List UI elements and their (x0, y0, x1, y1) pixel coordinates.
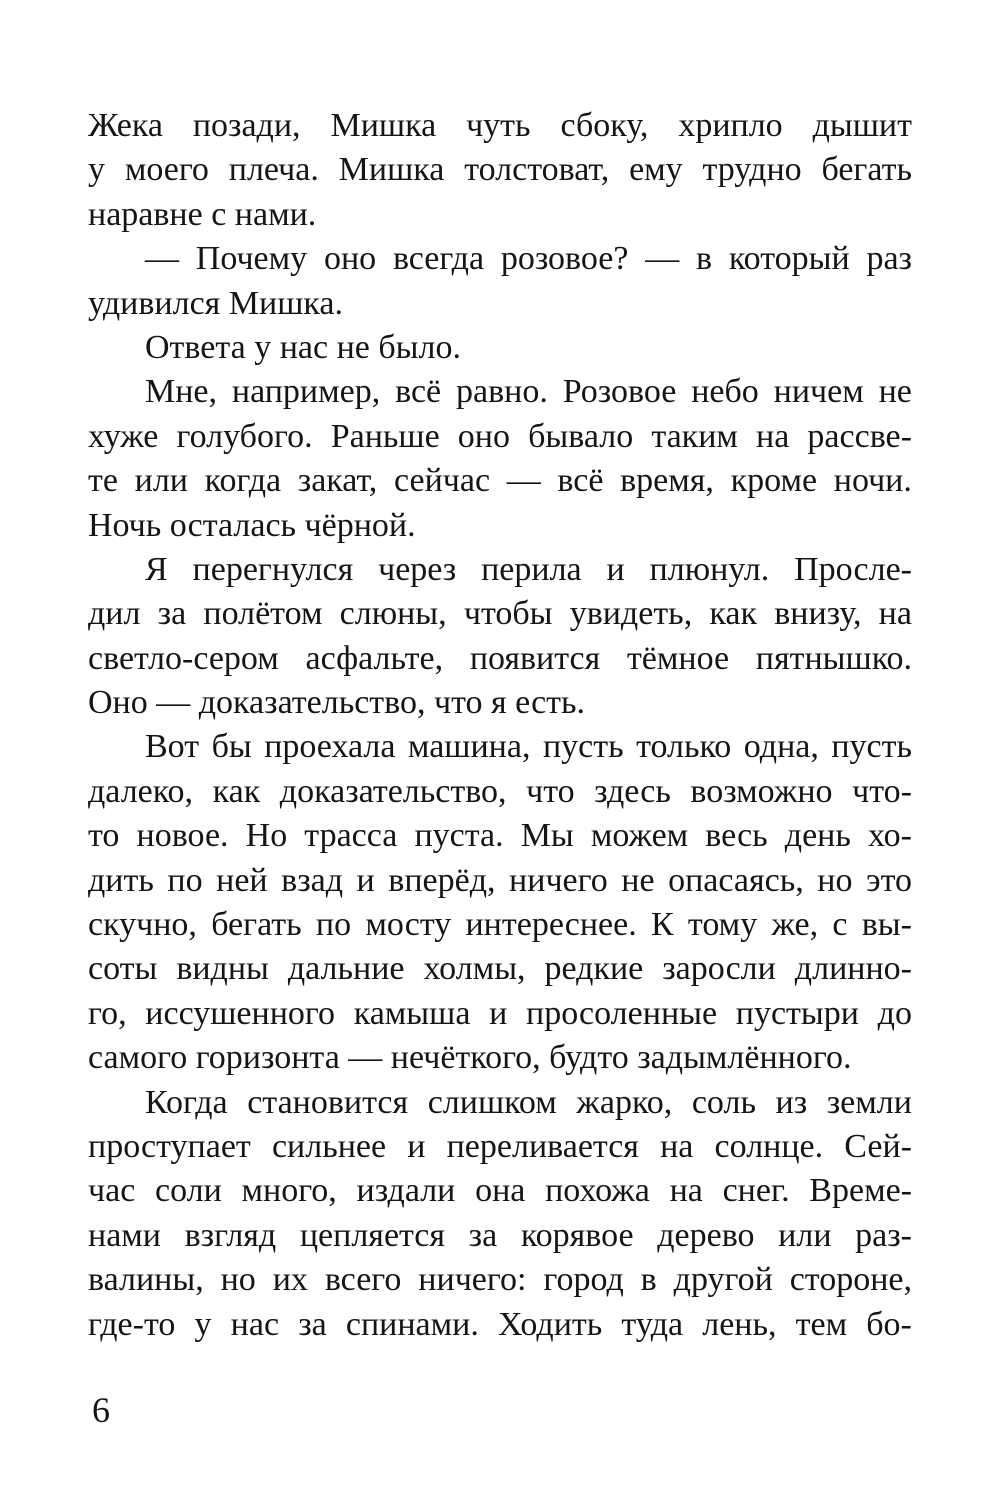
word: это (865, 861, 912, 899)
word: трасса (304, 817, 398, 855)
paragraph (88, 237, 912, 326)
word: лень, (702, 1305, 777, 1343)
word: например, (231, 373, 381, 411)
word: оно (457, 417, 510, 455)
word: вы- (861, 906, 912, 944)
word: час (88, 1172, 136, 1210)
word: раз (866, 240, 912, 278)
word: где-то (88, 1305, 176, 1343)
word: чтобы (463, 595, 553, 633)
word: равно. (456, 373, 548, 411)
word: время, (620, 462, 714, 500)
word: бегать (821, 151, 912, 189)
page-text (88, 104, 912, 1347)
word: слюны, (339, 595, 447, 633)
word: за (468, 1216, 498, 1254)
word: чуть (466, 107, 531, 144)
word: заросли (662, 950, 776, 988)
text-line (88, 237, 912, 281)
word: Раньше (330, 417, 440, 455)
word: небо (691, 373, 759, 411)
page-number: 6 (92, 1390, 110, 1430)
text-line (88, 725, 912, 769)
word: ночи. (833, 462, 912, 500)
word: редкие (544, 950, 644, 988)
text-line (88, 148, 912, 192)
text-line (88, 370, 912, 414)
word: асфальте, (305, 639, 444, 677)
word: Жека (88, 107, 163, 144)
word: иссушенного (145, 994, 335, 1032)
word: машина, (407, 728, 531, 766)
word: когда (204, 462, 282, 500)
word: всегда (392, 240, 485, 278)
word: туда (621, 1305, 684, 1343)
word: Мне, (145, 373, 218, 411)
word: на (878, 595, 912, 633)
word: Когда (145, 1083, 228, 1121)
word: раз- (855, 1216, 912, 1254)
paragraph (88, 725, 912, 1080)
word: что- (852, 772, 912, 810)
word: бы (211, 728, 252, 766)
word: ней (216, 861, 268, 899)
word: издали (356, 1172, 456, 1210)
word: через (378, 550, 457, 588)
word: только (636, 728, 732, 766)
word: Вот (145, 728, 200, 766)
word: по (167, 861, 203, 899)
word: но (817, 861, 853, 899)
word: у (88, 151, 105, 189)
word: стороне, (789, 1261, 912, 1299)
text-line: наравне с нами. (88, 195, 317, 233)
word: что (526, 772, 575, 810)
word: тёмное (626, 639, 730, 677)
word: Но (245, 817, 288, 855)
word: хрипло (678, 107, 783, 144)
word: ничего: (418, 1261, 527, 1299)
word: появится (469, 639, 601, 677)
word: соли (154, 1172, 222, 1210)
word: доказательство, (279, 772, 507, 810)
word: Мишка (338, 151, 445, 189)
text-line: Оно — доказательство, что я есть. (88, 684, 586, 722)
word: до (877, 994, 912, 1032)
word: пуста. (414, 817, 504, 855)
word: же, (771, 906, 819, 944)
word: и (407, 1127, 426, 1165)
word: тем (795, 1305, 848, 1343)
word: Просле- (794, 550, 912, 588)
word: и (489, 994, 508, 1032)
word: у (194, 1305, 212, 1343)
word: тому (687, 906, 758, 944)
word: не (621, 861, 655, 899)
word: Мы (520, 817, 574, 855)
word: новое. (136, 817, 229, 855)
word: ничем (773, 373, 864, 411)
word: — (506, 462, 541, 500)
word: на (660, 1127, 694, 1165)
word: снег. (722, 1172, 790, 1210)
word: сбоку, (560, 107, 649, 144)
word: проехала (264, 728, 396, 766)
word: дерево (657, 1216, 755, 1254)
word: просоленные (526, 994, 718, 1032)
word: Мишка (330, 107, 437, 144)
word: пусть (831, 728, 912, 766)
word: кроме (730, 462, 818, 500)
word: камыша (353, 994, 471, 1032)
text-line: Ответа у нас не было. (145, 328, 461, 366)
word: светло-сером (88, 639, 279, 677)
text-line (88, 637, 912, 681)
word: позади, (192, 107, 301, 144)
word: Сей- (844, 1127, 912, 1165)
word: Розовое (562, 373, 677, 411)
text-line (88, 1258, 912, 1302)
word: здесь (594, 772, 671, 810)
word: моего (124, 151, 209, 189)
word: далеко, (88, 772, 194, 810)
word: трудно (702, 151, 802, 189)
text-line: Ночь осталась чёрной. (88, 506, 416, 544)
word: земли (826, 1083, 912, 1121)
word: — (145, 240, 179, 278)
text-line (88, 859, 912, 903)
paragraph (88, 326, 912, 370)
text-line (88, 104, 912, 148)
word: слишком (427, 1083, 557, 1121)
word: розовое? (500, 240, 629, 278)
text-line (88, 415, 912, 459)
word: но (220, 1261, 256, 1299)
word: оно (323, 240, 377, 278)
word: как (709, 595, 758, 633)
word: много, (241, 1172, 337, 1210)
word: в (640, 1261, 657, 1299)
word: дил (88, 595, 141, 633)
word: их (272, 1261, 308, 1299)
word: за (157, 595, 187, 633)
word: всего (324, 1261, 402, 1299)
word: всё (395, 373, 442, 411)
word: соты (88, 950, 158, 988)
word: за (298, 1305, 327, 1343)
text-line (88, 992, 912, 1036)
text-line (88, 1303, 912, 1347)
word: цепляется (299, 1216, 446, 1254)
word: соль (691, 1083, 756, 1121)
word: по (315, 906, 352, 944)
word: или (778, 1216, 832, 1254)
word: хо- (867, 817, 912, 855)
word: — (645, 240, 680, 278)
text-line (88, 1169, 912, 1213)
word: жарко, (576, 1083, 673, 1121)
text-line (88, 947, 912, 991)
word: проступает (88, 1127, 251, 1165)
text-line (88, 459, 912, 503)
word: который (728, 240, 850, 278)
word: дальние (287, 950, 405, 988)
word: Време- (809, 1172, 912, 1210)
word: опасаясь, (668, 861, 804, 899)
word: пятнышко. (755, 639, 912, 677)
word: плеча. (228, 151, 319, 189)
word: плюнул. (649, 550, 770, 588)
word: всё (557, 462, 604, 500)
text-line (88, 814, 912, 858)
word: К (650, 906, 674, 944)
word: ему (629, 151, 683, 189)
word: го, (88, 994, 127, 1032)
word: солнце. (714, 1127, 824, 1165)
word: или (134, 462, 188, 500)
word: нами (88, 1216, 161, 1254)
text-line (88, 903, 912, 947)
word: те (88, 462, 118, 500)
word: пусть (542, 728, 624, 766)
word: и (356, 861, 375, 899)
text-line (88, 1214, 912, 1258)
paragraph (88, 104, 912, 237)
word: в (696, 240, 713, 278)
word: бегать (211, 906, 302, 944)
word: бо- (866, 1305, 912, 1343)
word: вперёд, (388, 861, 496, 899)
text-line (88, 548, 912, 592)
word: и (606, 550, 625, 588)
word: видны (176, 950, 269, 988)
word: толстоват, (464, 151, 610, 189)
word: похожа (545, 1172, 650, 1210)
paragraph (88, 370, 912, 548)
word: полётом (203, 595, 323, 633)
word: Я (145, 550, 168, 588)
word: мосту (365, 906, 452, 944)
word: сильнее (271, 1127, 387, 1165)
word: закат, (297, 462, 378, 500)
paragraph (88, 1081, 912, 1347)
word: на (756, 417, 790, 455)
word: взгляд (184, 1216, 277, 1254)
word: Почему (195, 240, 308, 278)
word: рассве- (807, 417, 912, 455)
word: другой (673, 1261, 773, 1299)
word: то (88, 817, 120, 855)
word: ничего (509, 861, 608, 899)
word: из (775, 1083, 808, 1121)
text-line (88, 1081, 912, 1125)
text-line (88, 1125, 912, 1169)
text-line (88, 592, 912, 636)
word: длинно- (794, 950, 912, 988)
word: она (475, 1172, 526, 1210)
word: возможно (690, 772, 833, 810)
word: становится (247, 1083, 409, 1121)
text-line: самого горизонта — нечёткого, будто задымлённого. (88, 1039, 852, 1077)
word: валины, (88, 1261, 204, 1299)
word: не (878, 373, 912, 411)
word: с (832, 906, 848, 944)
word: Ходить (497, 1305, 603, 1343)
word: увидеть, (569, 595, 693, 633)
word: дить (88, 861, 154, 899)
text-line (88, 770, 912, 814)
paragraph (88, 548, 912, 726)
word: перила (481, 550, 582, 588)
word: взад (281, 861, 344, 899)
word: весь (705, 817, 768, 855)
word: пустыри (735, 994, 859, 1032)
word: голубого. (176, 417, 313, 455)
word: перегнулся (192, 550, 354, 588)
word: интереснее. (465, 906, 637, 944)
word: дышит (812, 107, 912, 144)
word: переливается (446, 1127, 639, 1165)
word: хуже (88, 417, 159, 455)
word: город (543, 1261, 624, 1299)
word: внизу, (774, 595, 862, 633)
word: бывало (528, 417, 634, 455)
text-line: удивился Мишка. (88, 284, 343, 322)
word: спинами. (345, 1305, 479, 1343)
word: холмы, (423, 950, 526, 988)
word: можем (590, 817, 689, 855)
word: корявое (520, 1216, 634, 1254)
word: день (784, 817, 851, 855)
word: одна, (743, 728, 819, 766)
word: таким (651, 417, 738, 455)
word: нас (230, 1305, 280, 1343)
word: сейчас (393, 462, 491, 500)
word: скучно, (88, 906, 197, 944)
word: на (669, 1172, 703, 1210)
word: как (212, 772, 261, 810)
